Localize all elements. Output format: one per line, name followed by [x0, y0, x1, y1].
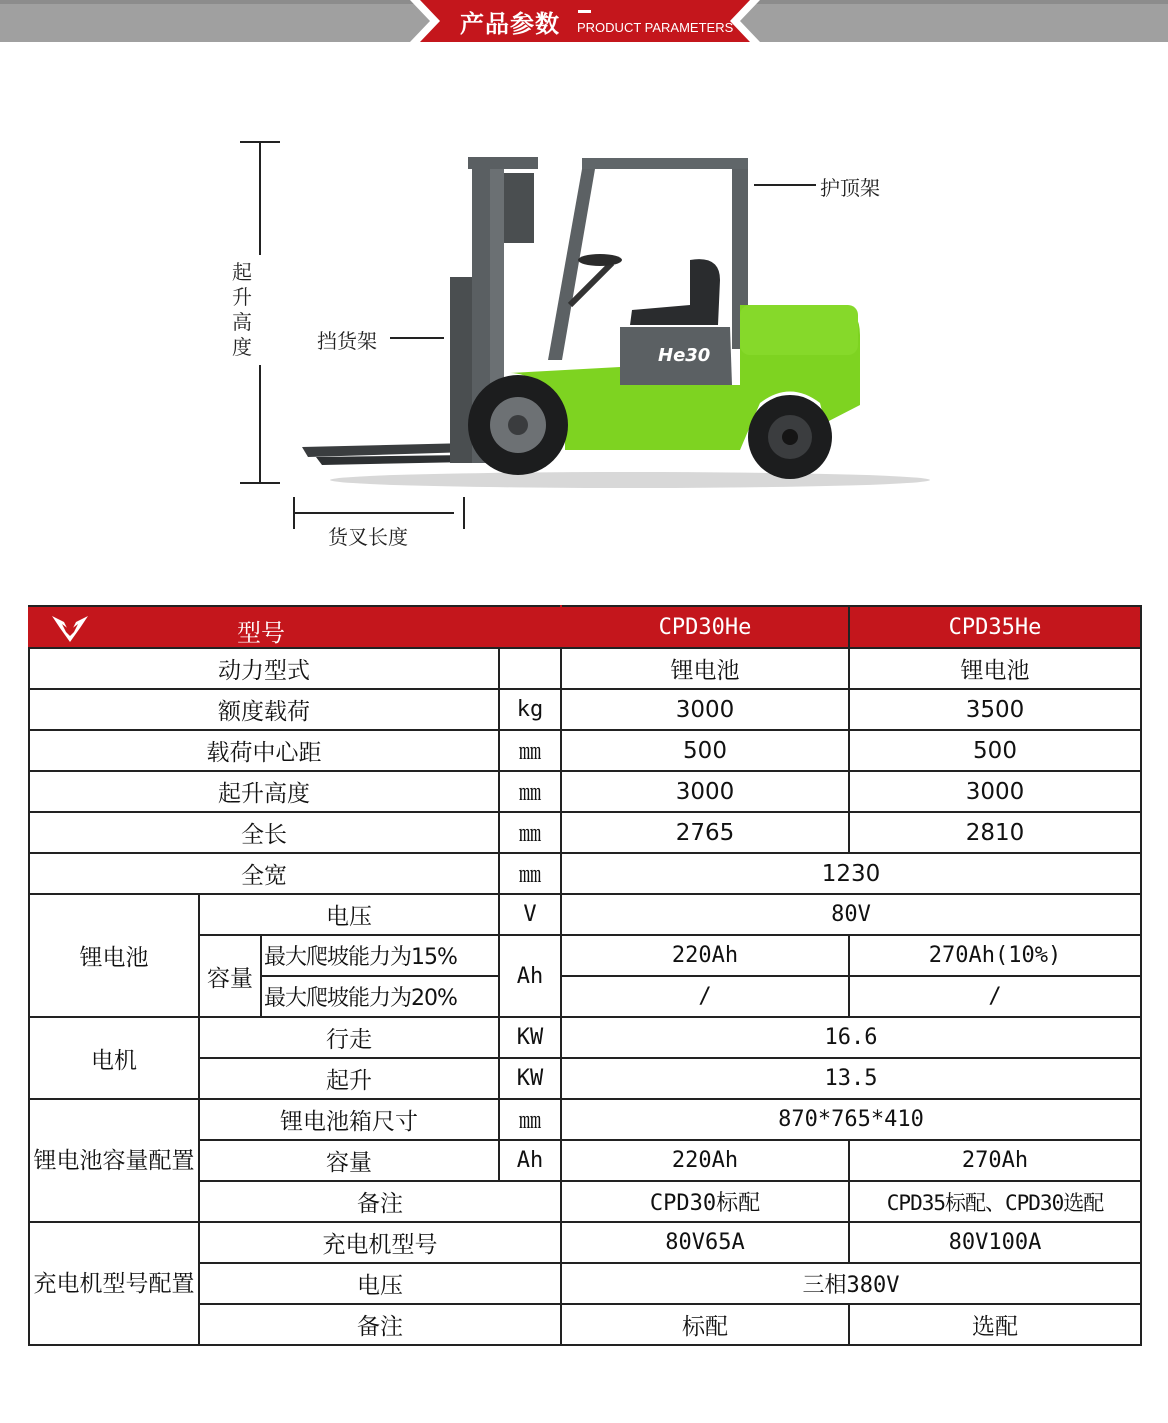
banner-subtitle: PRODUCT PARAMETERS — [577, 20, 734, 35]
row-label: 电压 — [199, 894, 499, 935]
header-model-label: 型号 — [237, 619, 285, 647]
label-load-backrest: 挡货架 — [317, 329, 377, 353]
fork-upper — [302, 443, 470, 457]
front-wheel-center — [508, 415, 528, 435]
banner-dash — [578, 10, 591, 13]
label-fork-length: 货叉长度 — [328, 525, 408, 549]
header-banner — [0, 0, 1168, 42]
label-lift-height: 起升高度 — [232, 260, 252, 359]
fork-lower — [316, 455, 470, 465]
rear-wheel-center — [782, 429, 798, 445]
mast-chains — [504, 173, 534, 243]
row-unit: V — [499, 894, 561, 935]
table-row — [29, 730, 1141, 771]
subgroup-label-capacity: 容量 — [199, 935, 261, 1017]
header-model-cpd35he: CPD35He — [849, 606, 1141, 648]
row-value-merged: 三相380V — [561, 1263, 1141, 1304]
row-unit: KW — [499, 1017, 561, 1058]
row-unit: ㎜ — [499, 771, 561, 812]
row-label: 全宽 — [29, 853, 499, 894]
group-label-battery: 锂电池 — [29, 894, 199, 1017]
row-value-merged: 16.6 — [561, 1017, 1141, 1058]
header-model-cell — [29, 606, 561, 648]
group-label-motor: 电机 — [29, 1017, 199, 1099]
mast-top — [468, 157, 538, 169]
row-value-cpd35he: 270Ah(10%) — [849, 935, 1141, 976]
ground-shadow — [330, 472, 930, 488]
row-unit — [499, 648, 561, 689]
table-row — [29, 771, 1141, 812]
row-value-cpd30he: CPD30标配 — [561, 1181, 849, 1222]
table-row — [29, 648, 1141, 689]
operator-seat — [630, 259, 720, 325]
label-overhead-guard: 护顶架 — [820, 176, 880, 200]
row-value-cpd35he: 3000 — [849, 771, 1141, 812]
row-value-merged: 80V — [561, 894, 1141, 935]
overhead-guard-roof — [582, 158, 748, 169]
row-label: 起升 — [199, 1058, 499, 1099]
row-label: 全长 — [29, 812, 499, 853]
row-label: 额度载荷 — [29, 689, 499, 730]
model-badge: He30 — [658, 345, 711, 366]
brand-logo-icon — [50, 614, 90, 644]
row-value-cpd35he: 选配 — [849, 1304, 1141, 1345]
row-label: 起升高度 — [29, 771, 499, 812]
row-value-cpd35he: 2810 — [849, 812, 1141, 853]
row-label: 最大爬坡能力为15% — [261, 935, 499, 976]
load-backrest — [450, 277, 472, 463]
row-unit: ㎜ — [499, 730, 561, 771]
row-value-merged: 870*765*410 — [561, 1099, 1141, 1140]
row-value-cpd30he: 80V65A — [561, 1222, 849, 1263]
table-row — [29, 1222, 1141, 1263]
row-label: 动力型式 — [29, 648, 499, 689]
table-row — [29, 1099, 1141, 1140]
row-value-cpd35he: 80V100A — [849, 1222, 1141, 1263]
table-header-row — [29, 606, 1141, 648]
row-label: 充电机型号 — [199, 1222, 561, 1263]
row-label: 载荷中心距 — [29, 730, 499, 771]
table-row — [29, 853, 1141, 894]
row-value-cpd30he: 500 — [561, 730, 849, 771]
row-label: 容量 — [199, 1140, 499, 1181]
row-value-cpd35he: 270Ah — [849, 1140, 1141, 1181]
banner-title: 产品参数 — [460, 10, 560, 38]
table-row — [29, 1017, 1141, 1058]
row-value-cpd30he: 标配 — [561, 1304, 849, 1345]
row-label: 锂电池箱尺寸 — [199, 1099, 499, 1140]
group-label-battery-config: 锂电池容量配置 — [29, 1099, 199, 1222]
row-value-cpd30he: 3000 — [561, 771, 849, 812]
row-label: 行走 — [199, 1017, 499, 1058]
row-value-cpd30he: 3000 — [561, 689, 849, 730]
row-value-cpd30he: 锂电池 — [561, 648, 849, 689]
counterweight — [740, 305, 858, 355]
steering-wheel — [578, 254, 622, 266]
row-unit: ㎜ — [499, 812, 561, 853]
row-label: 电压 — [199, 1263, 561, 1304]
row-value-cpd30he: 220Ah — [561, 935, 849, 976]
header-model-cpd30he: CPD30He — [561, 606, 849, 648]
row-value-cpd35he: CPD35标配、CPD30选配 — [849, 1181, 1141, 1222]
row-unit: Ah — [499, 1140, 561, 1181]
row-value-cpd35he: 500 — [849, 730, 1141, 771]
row-value-cpd30he: 220Ah — [561, 1140, 849, 1181]
row-value-cpd35he: 3500 — [849, 689, 1141, 730]
table-row — [29, 812, 1141, 853]
row-label: 备注 — [199, 1181, 561, 1222]
row-value-merged: 1230 — [561, 853, 1141, 894]
spec-table — [28, 605, 1142, 1346]
row-value-merged: 13.5 — [561, 1058, 1141, 1099]
forklift-diagram — [220, 105, 940, 565]
row-label: 备注 — [199, 1304, 561, 1345]
row-unit: Ah — [499, 935, 561, 1017]
row-value-cpd30he: 2765 — [561, 812, 849, 853]
row-unit: ㎜ — [499, 1099, 561, 1140]
row-value-cpd35he: / — [849, 976, 1141, 1017]
table-row — [29, 689, 1141, 730]
row-unit: kg — [499, 689, 561, 730]
row-unit: KW — [499, 1058, 561, 1099]
row-value-cpd30he: / — [561, 976, 849, 1017]
row-label: 最大爬坡能力为20% — [261, 976, 499, 1017]
row-unit: ㎜ — [499, 853, 561, 894]
table-row — [29, 894, 1141, 935]
group-label-charger: 充电机型号配置 — [29, 1222, 199, 1345]
row-value-cpd35he: 锂电池 — [849, 648, 1141, 689]
